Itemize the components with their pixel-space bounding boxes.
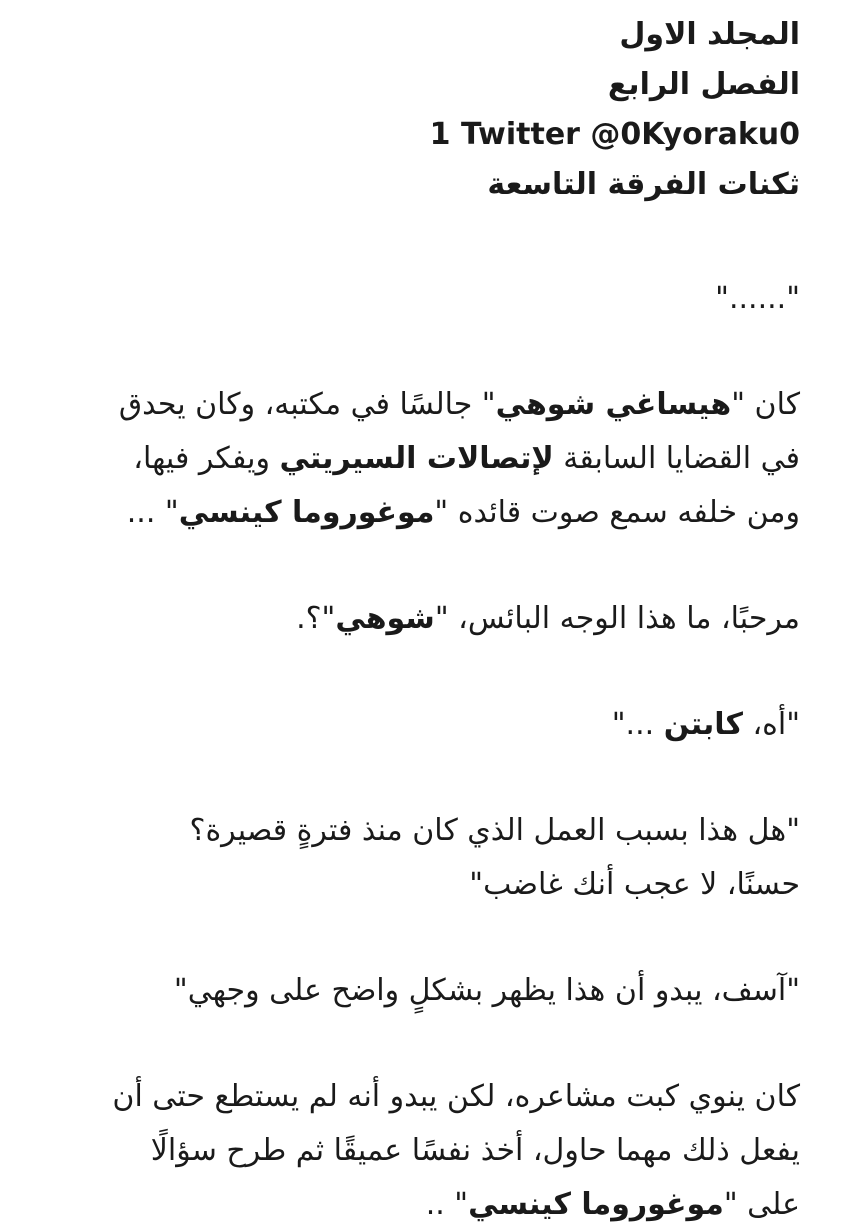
text-run: ومن خلفه سمع صوت قائده " <box>434 495 800 530</box>
spacer <box>40 752 800 804</box>
paragraph-closing-line-3 <box>40 1178 800 1232</box>
text-run: كان " <box>731 387 800 422</box>
text-run: على " <box>723 1187 800 1222</box>
name-shuhei: هيساغي شوهي <box>495 387 732 422</box>
translator-credit <box>40 110 800 160</box>
name-kensei: موغوروما كينسي <box>468 1187 724 1222</box>
paragraph-greeting <box>40 592 800 646</box>
word-captain: كابتن <box>663 707 743 742</box>
document-page <box>40 10 800 1232</box>
text-run: "أه، <box>742 707 800 742</box>
paragraph-apology: "آسف، يبدو أن هذا يظهر بشكلٍ واضح على وجهي" <box>173 973 800 1008</box>
credit-text: 1 Twitter @0Kyoraku0 <box>429 117 800 152</box>
spacer <box>40 1018 800 1070</box>
paragraph-ellipsis: "......" <box>715 281 800 316</box>
paragraph-intro-line-2 <box>40 432 800 486</box>
paragraph-intro-line-3 <box>40 486 800 540</box>
name-kensei: موغوروما كينسي <box>178 495 435 530</box>
text-run: ويفكر فيها، <box>133 441 280 476</box>
text-run: في القضايا السابقة <box>553 441 800 476</box>
spacer <box>40 326 800 378</box>
spacer <box>40 540 800 592</box>
text-run: " ... <box>126 495 179 530</box>
text-run: ..." <box>611 707 664 742</box>
chapter-heading: الفصل الرابع <box>607 67 800 102</box>
text-run: " جالسًا في مكتبه، وكان يحدق <box>118 387 496 422</box>
name-shuhei: شوهي <box>335 601 435 636</box>
paragraph-reply <box>40 698 800 752</box>
volume-heading: المجلد الاول <box>619 17 800 52</box>
text-run: مرحبًا، ما هذا الوجه البائس، " <box>434 601 800 636</box>
location-heading: ثكنات الفرقة التاسعة <box>487 167 800 202</box>
spacer <box>40 210 800 272</box>
text-run: "؟. <box>296 601 336 636</box>
spacer <box>40 912 800 964</box>
paragraph-question-line-1: "هل هذا بسبب العمل الذي كان منذ فترةٍ قصيرة؟ <box>189 813 800 848</box>
paragraph-question-line-2: حسنًا، لا عجب أنك غاضب" <box>469 867 800 902</box>
text-run: " .. <box>425 1187 469 1222</box>
name-seireitei-comms: لإتصالات السيريتي <box>279 441 554 476</box>
paragraph-closing-line-1: كان ينوي كبت مشاعره، لكن يبدو أنه لم يستطع حتى أن <box>112 1079 800 1114</box>
paragraph-closing-line-2: يفعل ذلك مهما حاول، أخذ نفسًا عميقًا ثم طرح سؤالًا <box>150 1133 800 1168</box>
spacer <box>40 646 800 698</box>
paragraph-intro-line-1 <box>40 378 800 432</box>
